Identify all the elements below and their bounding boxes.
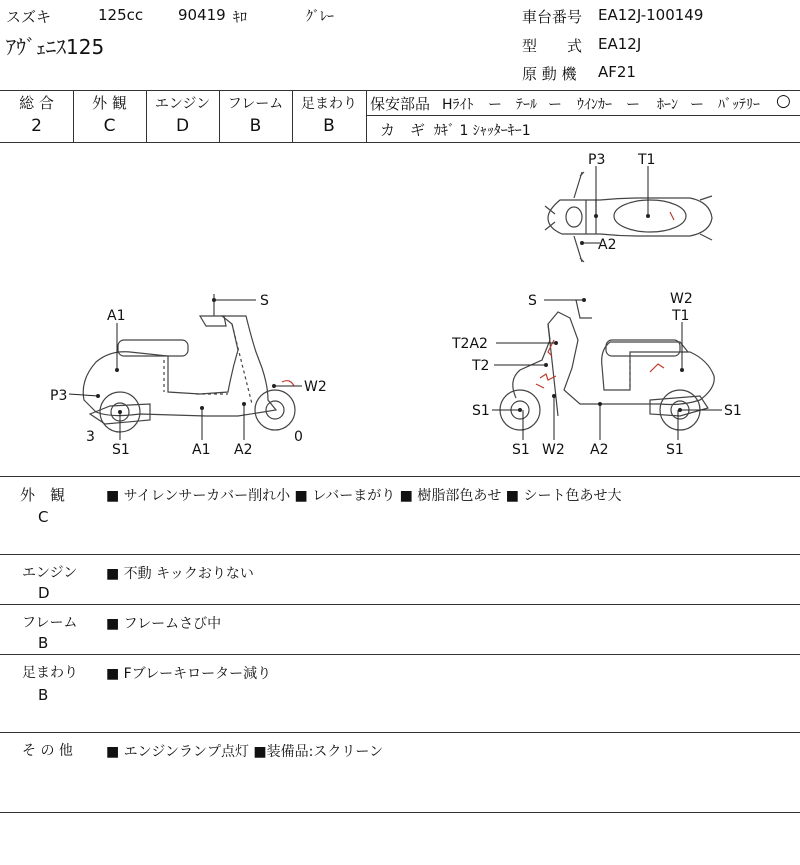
- label-left-p3: P3: [50, 388, 68, 404]
- type-label: 型 式: [522, 37, 583, 55]
- top-view-scooter: [545, 172, 712, 262]
- grade-value-frame: B: [249, 116, 262, 136]
- remark-grade: B: [38, 686, 49, 704]
- divider: [0, 812, 800, 813]
- grade-value-exterior: C: [103, 116, 116, 136]
- safety-horn-value: ー: [690, 97, 704, 113]
- remark-text: ■ フレームさび中: [106, 616, 222, 632]
- label-right-s1-bottom2: S1: [666, 442, 684, 458]
- chassis-label: 車台番号: [522, 8, 583, 26]
- engine-value: AF21: [598, 63, 636, 81]
- grade-header-engine: エンジン: [154, 96, 211, 112]
- divider: [0, 732, 800, 733]
- grade-header-frame: フレーム: [227, 96, 284, 112]
- damage-diagram: [0, 143, 800, 476]
- divider: [0, 604, 800, 605]
- label-right-t1: T1: [672, 308, 690, 324]
- grade-header-exterior: 外 観: [92, 94, 127, 112]
- divider: [366, 90, 367, 142]
- displacement: 125cc: [98, 6, 144, 24]
- grade-header-suspension: 足まわり: [301, 96, 357, 112]
- label-top-a2: A2: [598, 237, 617, 253]
- label-left-a2: A2: [234, 442, 253, 458]
- divider: [0, 554, 800, 555]
- divider: [0, 476, 800, 477]
- safety-label: 保安部品: [370, 95, 431, 113]
- remark-label: 外 観: [20, 486, 66, 504]
- remark-text: ■ 不動 キックおりない: [106, 566, 254, 582]
- remark-text: ■ Fブレーキローター減り: [106, 666, 272, 682]
- safety-headlight: Hﾗｲﾄ: [442, 97, 474, 113]
- label-left-a1: A1: [192, 442, 211, 458]
- maker: スズキ: [6, 8, 52, 26]
- divider: [366, 115, 800, 116]
- label-left-0: 0: [294, 429, 303, 445]
- remark-text: ■ エンジンランプ点灯 ■装備品:スクリーン: [106, 744, 384, 760]
- label-right-t2: T2: [472, 358, 490, 374]
- divider: [0, 654, 800, 655]
- label-left-w2: W2: [304, 379, 327, 395]
- model-name: ｱｳﾞｪﾆｽ125: [6, 35, 105, 59]
- remark-grade: B: [38, 634, 49, 652]
- remark-label: エンジン: [22, 565, 78, 581]
- safety-horn: ﾎｰﾝ: [657, 97, 678, 113]
- grade-header-overall: 総 合: [19, 94, 54, 112]
- key-value: ｶｷﾞ 1 ｼｬｯﾀｰｷｰ1: [434, 123, 531, 139]
- label-left-s1: S1: [112, 442, 130, 458]
- label-right-a2-bottom: A2: [590, 442, 609, 458]
- safety-headlight-value: ー: [488, 97, 502, 113]
- remark-grade: D: [38, 584, 50, 602]
- mileage: 90419: [178, 6, 226, 24]
- label-right-w2-bottom: W2: [542, 442, 565, 458]
- type-value: EA12J: [598, 35, 642, 53]
- label-right-s: S: [528, 293, 537, 309]
- remark-label: フレーム: [22, 615, 78, 631]
- label-right-w2: W2: [670, 291, 693, 307]
- label-left-a1-top: A1: [107, 308, 126, 324]
- chassis-value: EA12J-100149: [598, 6, 704, 24]
- safety-tail: ﾃｰﾙ: [516, 97, 537, 113]
- grade-value-overall: 2: [31, 116, 42, 136]
- remark-label: そ の 他: [22, 743, 73, 759]
- grade-value-engine: D: [175, 116, 190, 136]
- safety-battery: ﾊﾞｯﾃﾘｰ: [718, 97, 760, 113]
- label-left-3: 3: [86, 429, 95, 445]
- label-right-s1-left: S1: [472, 403, 490, 419]
- divider: [0, 90, 800, 91]
- remark-grade: C: [38, 508, 49, 526]
- label-top-t1: T1: [638, 152, 656, 168]
- label-left-s: S: [260, 293, 269, 309]
- remark-label: 足まわり: [22, 665, 78, 681]
- safety-tail-value: ー: [548, 97, 562, 113]
- grade-value-suspension: B: [323, 116, 335, 136]
- remark-text: ■ サイレンサーカバー削れ小 ■ レバーまがり ■ 樹脂部色あせ ■ シート色あせ大: [106, 488, 622, 504]
- label-right-t2a2: T2A2: [452, 336, 488, 352]
- label-top-p3: P3: [588, 152, 606, 168]
- engine-label: 原 動 機: [522, 65, 577, 83]
- color: ｸﾞﾚｰ: [306, 9, 334, 25]
- safety-battery-value: ○: [776, 91, 791, 111]
- key-label: カ ギ: [380, 121, 426, 139]
- safety-winker: ｳｲﾝｶｰ: [577, 97, 612, 113]
- mileage-unit: ｷﾛ: [233, 10, 247, 26]
- leader-lines: [69, 166, 722, 440]
- label-right-s1-bottom1: S1: [512, 442, 530, 458]
- label-right-s1-right: S1: [724, 403, 742, 419]
- safety-winker-value: ー: [626, 97, 640, 113]
